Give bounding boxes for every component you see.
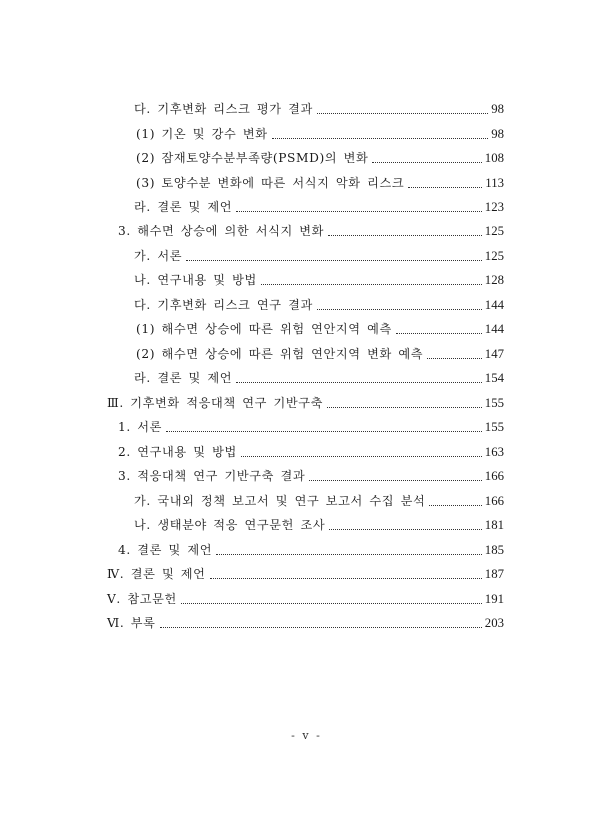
toc-entry-label: (2) 해수면 상승에 따른 위험 연안지역 변화 예측	[136, 347, 424, 361]
page-number: - v -	[291, 729, 322, 742]
toc-entry-label: 라. 결론 및 제언	[134, 200, 233, 214]
dot-leader	[372, 162, 481, 163]
dot-leader	[317, 309, 482, 310]
toc-entry-page: 154	[484, 371, 504, 385]
toc-entry-label: (2) 잠재토양수분부족량(PSMD)의 변화	[136, 151, 369, 165]
toc-entry	[107, 589, 504, 609]
toc-entry-page: 128	[484, 273, 504, 287]
toc-entry-label: 2. 연구내용 및 방법	[118, 445, 237, 459]
toc-entry-page: 163	[484, 445, 504, 459]
dot-leader	[408, 187, 482, 188]
toc-entry	[134, 368, 504, 388]
dot-leader	[236, 382, 482, 383]
toc-entry	[136, 173, 504, 193]
toc-entry-label: 나. 생태분야 적응 연구문헌 조사	[134, 518, 326, 532]
toc-entry-page: 181	[484, 518, 504, 532]
toc-entry	[134, 246, 504, 266]
toc-entry-page: 203	[484, 616, 504, 630]
toc-entry-label: (3) 토양수분 변화에 따른 서식지 악화 리스크	[136, 176, 405, 190]
toc-entry-page: 125	[484, 249, 504, 263]
toc-entry-label: 3. 적응대책 연구 기반구축 결과	[118, 469, 306, 483]
toc-entry-page: 166	[484, 494, 504, 508]
toc-entry-label: (1) 해수면 상승에 따른 위험 연안지역 예측	[136, 322, 392, 336]
toc-entry-page: 113	[485, 176, 504, 190]
toc-entry-page: 155	[484, 420, 504, 434]
toc-entry-page: 185	[484, 543, 504, 557]
toc-entry	[136, 124, 504, 144]
toc-entry	[118, 466, 504, 486]
toc-entry	[136, 148, 504, 168]
toc-entry-label: 가. 서론	[134, 249, 183, 263]
toc-entry	[134, 491, 504, 511]
toc-entry	[107, 564, 504, 584]
toc-entry-label: 4. 결론 및 제언	[118, 543, 213, 557]
toc-entry-page: 155	[484, 396, 504, 410]
toc-entry-label: Ⅵ. 부록	[107, 616, 156, 630]
dot-leader	[236, 211, 482, 212]
dot-leader	[186, 260, 482, 261]
toc-entry	[134, 270, 504, 290]
toc-entry-page: 125	[484, 224, 504, 238]
toc-entry-label: 다. 기후변화 리스크 평가 결과	[134, 102, 313, 116]
toc-entry-page: 191	[484, 592, 504, 606]
toc-entry-page: 98	[491, 127, 504, 141]
dot-leader	[166, 431, 482, 432]
dot-leader	[329, 529, 482, 530]
dot-leader	[181, 603, 482, 604]
toc-entry-page: 108	[484, 151, 504, 165]
toc-entry-label: Ⅲ. 기후변화 적응대책 연구 기반구축	[107, 396, 323, 410]
toc-entry	[118, 417, 504, 437]
toc-entry-label: 3. 해수면 상승에 의한 서식지 변화	[118, 224, 325, 238]
dot-leader	[309, 480, 482, 481]
dot-leader	[429, 505, 481, 506]
toc-entry	[118, 221, 504, 241]
toc-entry-label: 가. 국내외 정책 보고서 및 연구 보고서 수집 분석	[134, 494, 426, 508]
dot-leader	[216, 554, 482, 555]
toc-entry	[118, 442, 504, 462]
dot-leader	[328, 235, 482, 236]
dot-leader	[427, 358, 482, 359]
toc-entry-page: 144	[484, 298, 504, 312]
toc-entry-page: 123	[484, 200, 504, 214]
toc-entry-page: 166	[484, 469, 504, 483]
toc-entry-label: Ⅴ. 참고문헌	[107, 592, 177, 606]
toc-entry-label: Ⅳ. 결론 및 제언	[107, 567, 206, 581]
toc-entry-label: 1. 서론	[118, 420, 163, 434]
toc-entry-page: 144	[484, 322, 504, 336]
dot-leader	[272, 138, 489, 139]
dot-leader	[241, 456, 482, 457]
toc-entry-label: 나. 연구내용 및 방법	[134, 273, 257, 287]
toc-entry	[134, 515, 504, 535]
toc-entry-page: 147	[484, 347, 504, 361]
toc-entry	[107, 613, 504, 633]
toc-entry	[118, 540, 504, 560]
dot-leader	[317, 113, 488, 114]
dot-leader	[160, 627, 482, 628]
toc-entry	[134, 197, 504, 217]
toc-entry-label: (1) 기온 및 강수 변화	[136, 127, 268, 141]
toc-entry	[136, 319, 504, 339]
toc-entry-page: 187	[484, 567, 504, 581]
toc-entry-label: 라. 결론 및 제언	[134, 371, 233, 385]
dot-leader	[261, 284, 482, 285]
dot-leader	[396, 333, 482, 334]
dot-leader	[210, 578, 482, 579]
toc-entry-label: 다. 기후변화 리스크 연구 결과	[134, 298, 313, 312]
toc-entry	[134, 99, 504, 119]
toc-entry-page: 98	[491, 102, 504, 116]
toc-entry	[107, 393, 504, 413]
dot-leader	[327, 407, 482, 408]
toc-entry	[134, 295, 504, 315]
toc-entry	[136, 344, 504, 364]
